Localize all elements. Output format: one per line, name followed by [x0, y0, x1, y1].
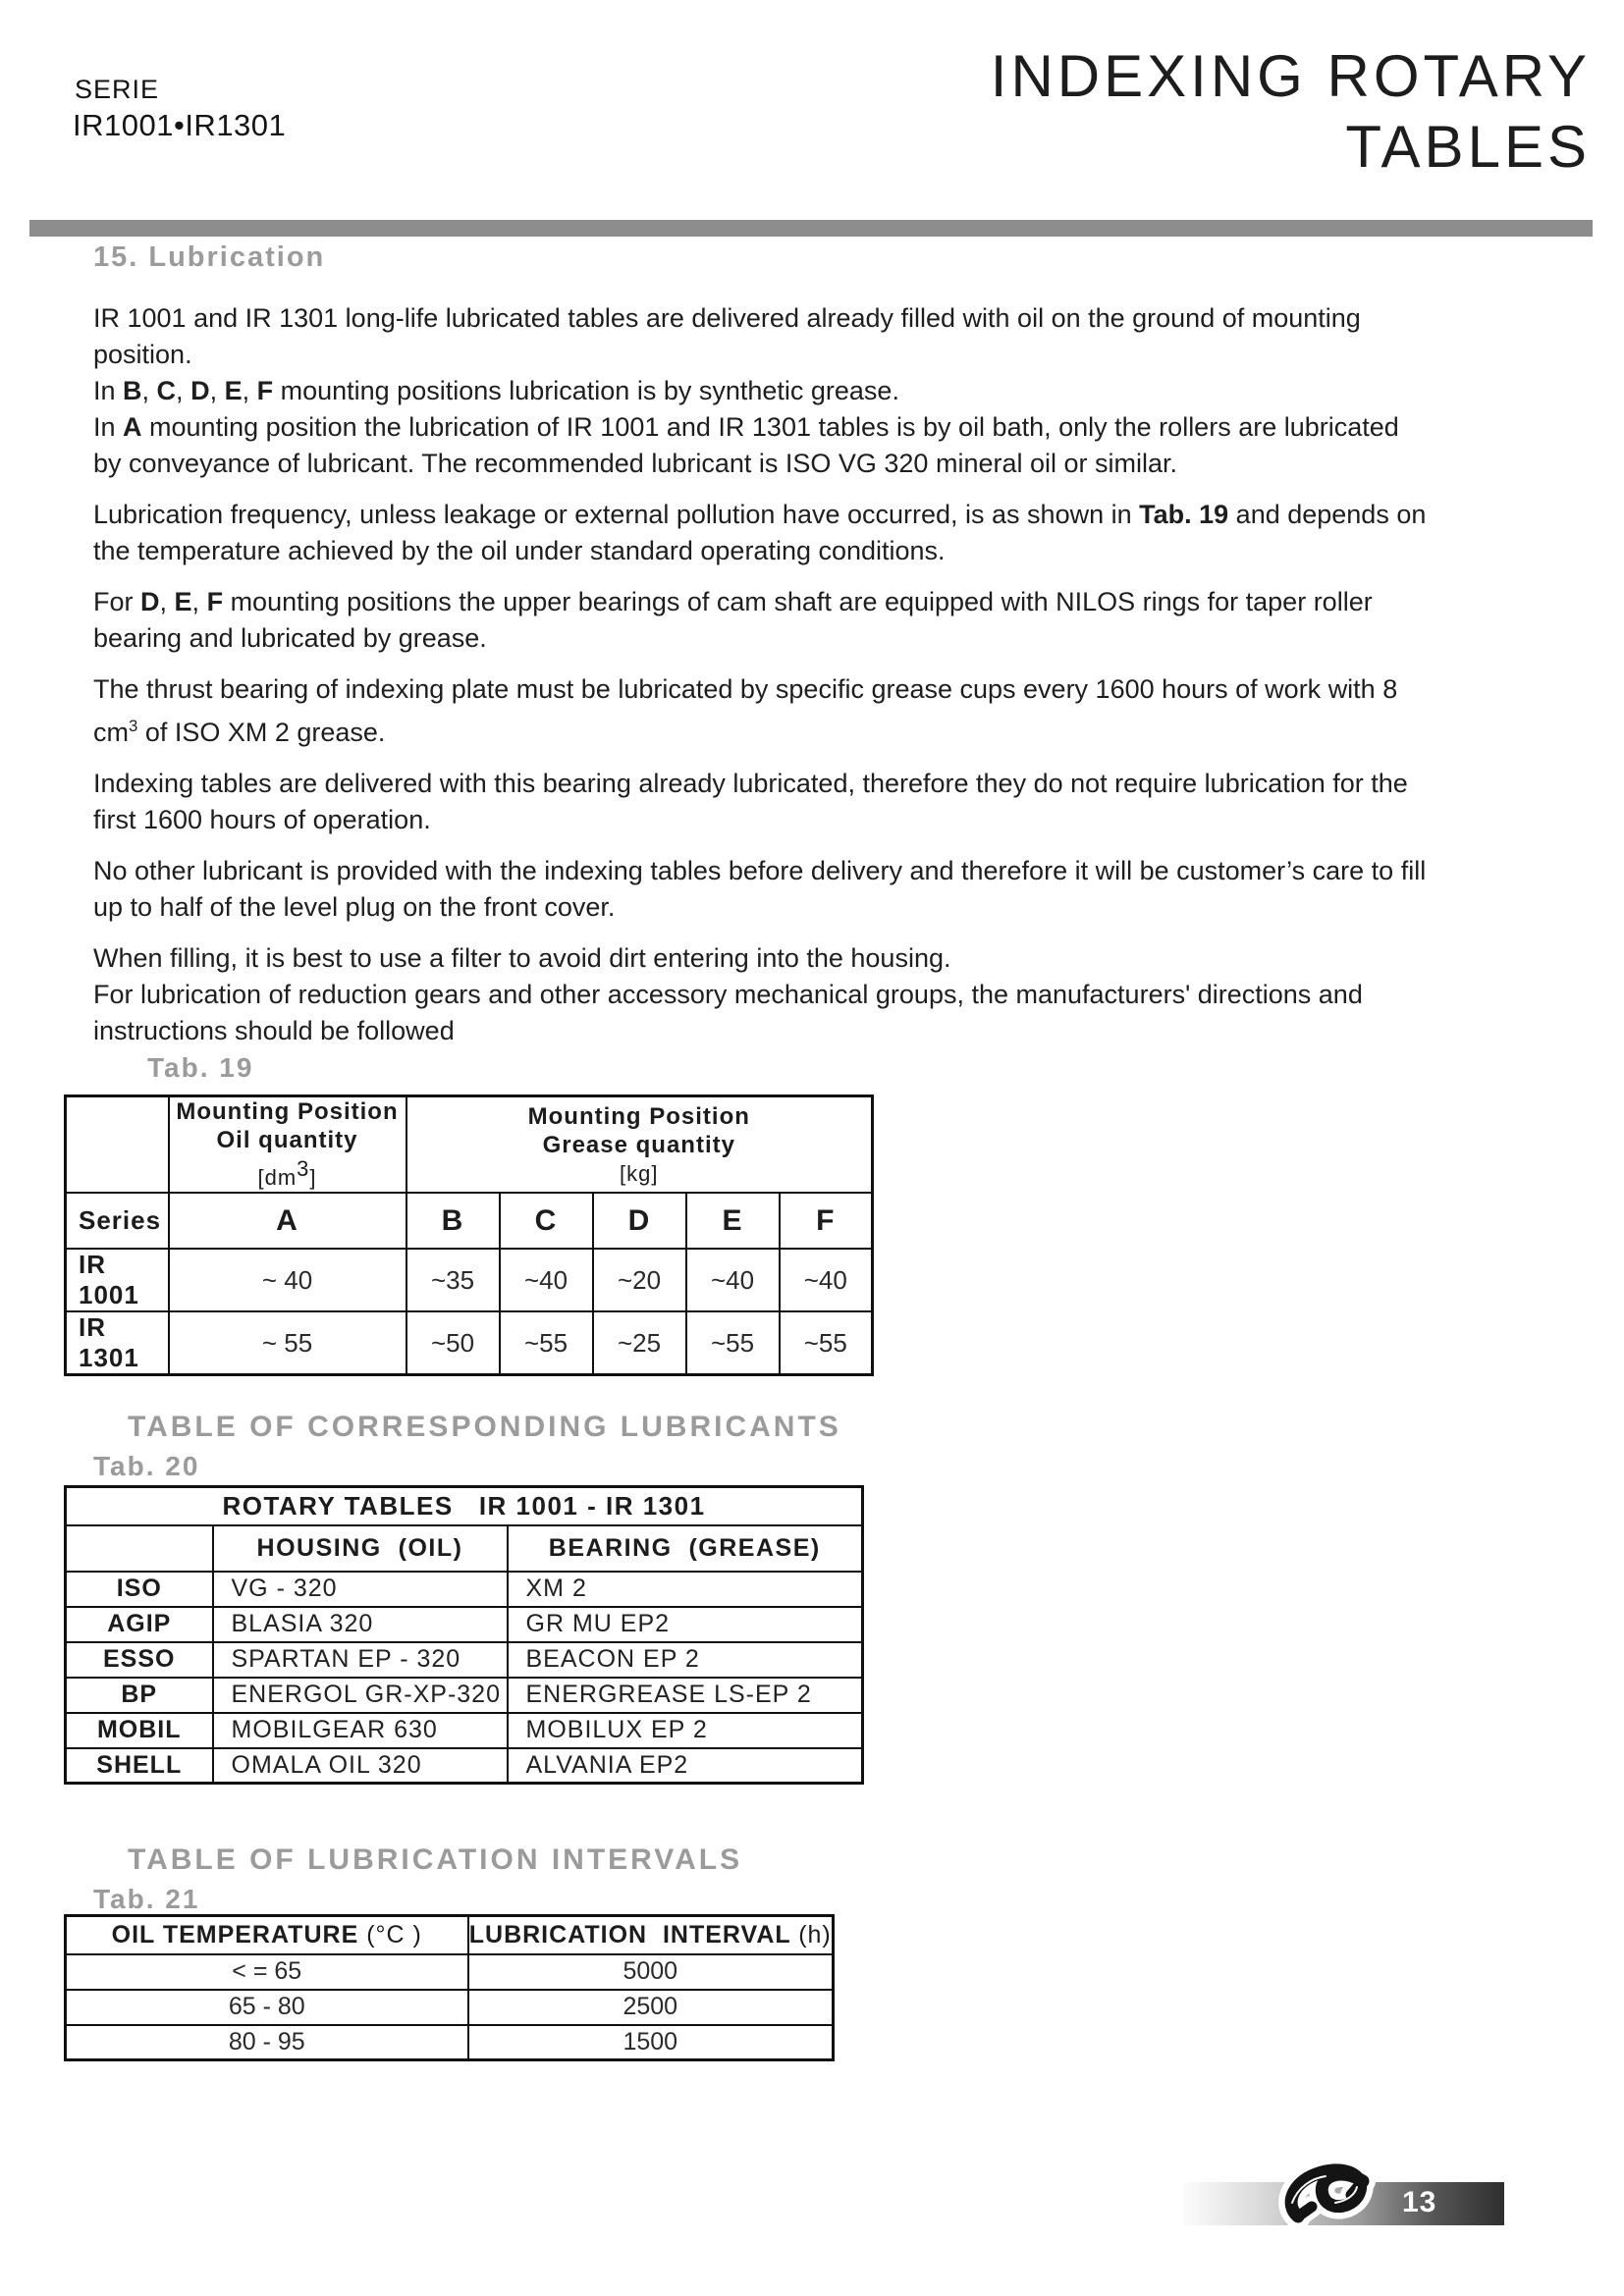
table-row [66, 1193, 873, 1249]
table-row [66, 1311, 873, 1375]
tab19-col-a: A [169, 1193, 406, 1249]
tab19-oil-header: Mounting Position Oil quantity $[dm^3]$ [169, 1096, 406, 1194]
tab19-grease-header: Mounting Position Grease quantity [kg] [406, 1096, 873, 1194]
tab21-caption: Tab. 21 [93, 1884, 200, 1914]
table-row [66, 1748, 863, 1784]
temp-cell: 65 - 80 [66, 1990, 468, 2025]
tab19-series-header: Series [66, 1193, 169, 1249]
tab19-cell: ~40 [686, 1249, 780, 1311]
tab19-caption: Tab. 19 [147, 1052, 254, 1083]
paragraph-thrust-bearing: The thrust bearing of indexing plate must be lubricated by specific grease cups every 1600 hours of work with 8 $cm^3$ of ISO XM 2 grease. [93, 674, 1398, 747]
grease-cell: ALVANIA EP2 [508, 1748, 863, 1784]
paragraph-frequency: Lubrication frequency, unless leakage or external pollution have occurred, is as shown in Tab. 19 and depends on the temperature achieved by the oil under standard operating conditions. [93, 500, 1427, 565]
oil-cell: SPARTAN EP - 320 [213, 1642, 508, 1678]
intervals-heading: TABLE OF LUBRICATION INTERVALS [128, 1843, 743, 1876]
oil-cell: ENERGOL GR-XP-320 [213, 1678, 508, 1713]
tab19-cell: ~40 [500, 1249, 593, 1311]
table-row [66, 1678, 863, 1713]
rope-knot-logo-icon [1278, 2152, 1380, 2238]
tab19-cell: ~50 [406, 1311, 500, 1375]
table-row [66, 1954, 834, 1990]
oil-cell: MOBILGEAR 630 [213, 1713, 508, 1748]
tab20-caption: Tab. 20 [93, 1451, 200, 1481]
brand-cell: AGIP [66, 1607, 213, 1642]
paragraph-intro: IR 1001 and IR 1301 long-life lubricated tables are delivered already filled with oil on the ground of mounting position. In B, C, D, E, F mounting positions lubrication is by synthetic grease. In A mounting position the lubrication of IR 1001 and IR 1301 tables is by oil bath, only the rollers are lubricated by conveyance of lubricant. The recommended lubricant is ISO VG 320 mineral oil or similar. [93, 303, 1399, 478]
temp-cell: 80 - 95 [66, 2025, 468, 2060]
paragraph-no-other-lubricant: No other lubricant is provided with the indexing tables before delivery and therefore it will be customer’s care to fill up to half of the level plug on the front cover. [93, 856, 1427, 922]
tab20-title: ROTARY TABLES IR 1001 - IR 1301 [66, 1487, 863, 1525]
temp-cell: < = 65 [66, 1954, 468, 1990]
tab19-col-b: B [406, 1193, 500, 1249]
tab21-intervals-table [64, 1914, 835, 2061]
tab19-cell: ~25 [593, 1311, 686, 1375]
header-divider-bar [29, 220, 1593, 237]
tab19-col-c: C [500, 1193, 593, 1249]
tab19-cell: ~55 [500, 1311, 593, 1375]
interval-cell: 2500 [468, 1990, 834, 2025]
grease-cell: ENERGREASE LS-EP 2 [508, 1678, 863, 1713]
brand-cell: ISO [66, 1572, 213, 1607]
tab19-col-d: D [593, 1193, 686, 1249]
page-title-line2: TABLES [1345, 114, 1591, 180]
series-models: IR1001•IR1301 [73, 108, 287, 142]
tab19-cell: ~55 [780, 1311, 873, 1375]
grease-cell: GR MU EP2 [508, 1607, 863, 1642]
page-number: 13 [1402, 2186, 1437, 2218]
tab19-row-label: IR 1001 [66, 1249, 169, 1311]
interval-cell: 5000 [468, 1954, 834, 1990]
tab19-row-label: IR 1301 [66, 1311, 169, 1375]
table-row [66, 1916, 834, 1954]
table-row [66, 1096, 873, 1194]
grease-cell: BEACON EP 2 [508, 1642, 863, 1678]
tab19-col-e: E [686, 1193, 780, 1249]
table-row [66, 1607, 863, 1642]
series-label: SERIE [75, 75, 160, 104]
page-title-line1: INDEXING ROTARY [990, 43, 1591, 109]
table-row [66, 2025, 834, 2060]
tab19-cell: ~55 [686, 1311, 780, 1375]
tab19-oil-grease-table [64, 1095, 874, 1376]
brand-cell: BP [66, 1678, 213, 1713]
tab21-interval-header: LUBRICATION INTERVAL (h) [468, 1916, 834, 1954]
grease-cell: MOBILUX EP 2 [508, 1713, 863, 1748]
tab19-corner-cell [66, 1096, 169, 1194]
page-title [991, 41, 1591, 183]
table-row [66, 1990, 834, 2025]
oil-cell: OMALA OIL 320 [213, 1748, 508, 1784]
tab20-corner-cell [66, 1525, 213, 1572]
body-text [93, 300, 1429, 1064]
grease-cell: XM 2 [508, 1572, 863, 1607]
brand-cell: SHELL [66, 1748, 213, 1784]
tab20-housing-header: HOUSING (OIL) [213, 1525, 508, 1572]
tab20-lubricants-table [64, 1485, 864, 1785]
tab20-bearing-header: BEARING (GREASE) [508, 1525, 863, 1572]
tab19-col-f: F [780, 1193, 873, 1249]
table-row [66, 1487, 863, 1525]
paragraph-delivered: Indexing tables are delivered with this bearing already lubricated, therefore they do not require lubrication for the first 1600 hours of operation. [93, 769, 1408, 834]
tab19-cell: ~20 [593, 1249, 686, 1311]
table-row [66, 1572, 863, 1607]
brand-cell: ESSO [66, 1642, 213, 1678]
paragraph-def-positions: For D, E, F mounting positions the upper bearings of cam shaft are equipped with NILOS rings for taper roller bearing and lubricated by grease. [93, 587, 1373, 653]
interval-cell: 1500 [468, 2025, 834, 2060]
section-heading: 15. Lubrication [93, 241, 326, 273]
table-row [66, 1249, 873, 1311]
oil-cell: BLASIA 320 [213, 1607, 508, 1642]
brand-cell: MOBIL [66, 1713, 213, 1748]
oil-cell: VG - 320 [213, 1572, 508, 1607]
table-row [66, 1525, 863, 1572]
paragraph-filling: When filling, it is best to use a filter to avoid dirt entering into the housing. For lubrication of reduction gears and other accessory mechanical groups, the manufacturers' directions and instructions should be followed [93, 943, 1363, 1045]
table-row [66, 1713, 863, 1748]
tab19-cell: ~40 [780, 1249, 873, 1311]
tab19-cell: ~ 55 [169, 1311, 406, 1375]
lubricants-heading: TABLE OF CORRESPONDING LUBRICANTS [128, 1411, 841, 1443]
tab19-cell: ~35 [406, 1249, 500, 1311]
table-row [66, 1642, 863, 1678]
tab21-temp-header: OIL TEMPERATURE (°C ) [66, 1916, 468, 1954]
tab19-cell: ~ 40 [169, 1249, 406, 1311]
